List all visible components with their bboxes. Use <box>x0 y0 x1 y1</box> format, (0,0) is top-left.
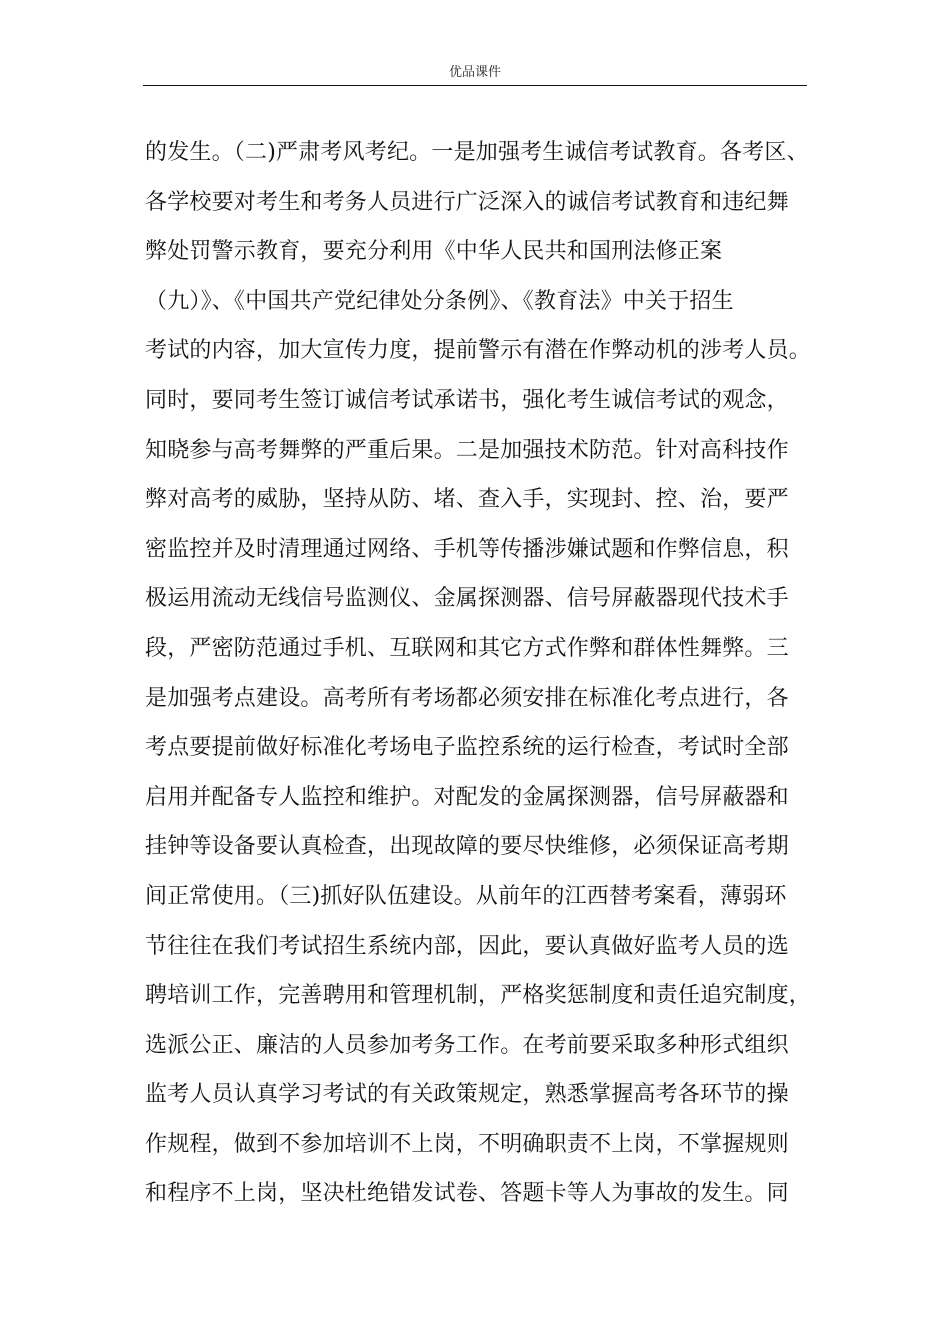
text-line: （九）》、《中国共产党纪律处分条例》、《教育法》中关于招生 <box>145 288 734 314</box>
text-line: 密监控并及时清理通过网络、手机等传播涉嫌试题和作弊信息，积 <box>145 536 789 562</box>
text-line: 弊处罚警示教育，要充分利用《中华人民共和国刑法修正案 <box>145 239 723 265</box>
text-line: 节往往在我们考试招生系统内部，因此，要认真做好监考人员的选 <box>145 933 789 959</box>
header-divider <box>143 85 807 86</box>
body-text <box>145 135 835 1226</box>
text-line: 聘培训工作，完善聘用和管理机制，严格奖惩制度和责任追究制度， <box>145 983 812 1009</box>
text-line: 挂钟等设备要认真检查，出现故障的要尽快维修，必须保证高考期 <box>145 834 789 860</box>
page-header: 优品课件 <box>448 65 501 80</box>
text-line: 的发生。（二)严肃考风考纪。一是加强考生诚信考试教育。各考区、 <box>145 140 809 165</box>
text-line: 各学校要对考生和考务人员进行广泛深入的诚信考试教育和违纪舞 <box>145 189 789 215</box>
text-line: 是加强考点建设。高考所有考场都必须安排在标准化考点进行，各 <box>145 685 789 711</box>
text-line: 知晓参与高考舞弊的严重后果。二是加强技术防范。针对高科技作 <box>145 437 789 463</box>
text-line: 段，严密防范通过手机、互联网和其它方式作弊和群体性舞弊。三 <box>145 635 789 661</box>
text-line: 极运用流动无线信号监测仪、金属探测器、信号屏蔽器现代技术手 <box>145 586 789 612</box>
text-line: 同时，要同考生签订诚信考试承诺书，强化考生诚信考试的观念， <box>145 387 789 413</box>
text-line: 选派公正、廉洁的人员参加考务工作。在考前要采取多种形式组织 <box>145 1032 789 1058</box>
text-line: 作规程，做到不参加培训不上岗，不明确职责不上岗，不掌握规则 <box>145 1131 789 1157</box>
text-line: 考试的内容，加大宣传力度，提前警示有潜在作弊动机的涉考人员。 <box>145 338 812 364</box>
text-line: 启用并配备专人监控和维护。对配发的金属探测器，信号屏蔽器和 <box>145 784 789 810</box>
text-line: 和程序不上岗，坚决杜绝错发试卷、答题卡等人为事故的发生。同 <box>145 1181 789 1207</box>
text-line: 间正常使用。（三)抓好队伍建设。从前年的江西替考案看，薄弱环 <box>145 883 787 909</box>
text-line: 监考人员认真学习考试的有关政策规定，熟悉掌握高考各环节的操 <box>145 1082 789 1108</box>
text-line: 弊对高考的威胁，坚持从防、堵、查入手，实现封、控、治，要严 <box>145 487 789 513</box>
text-line: 考点要提前做好标准化考场电子监控系统的运行检查，考试时全部 <box>145 735 789 761</box>
